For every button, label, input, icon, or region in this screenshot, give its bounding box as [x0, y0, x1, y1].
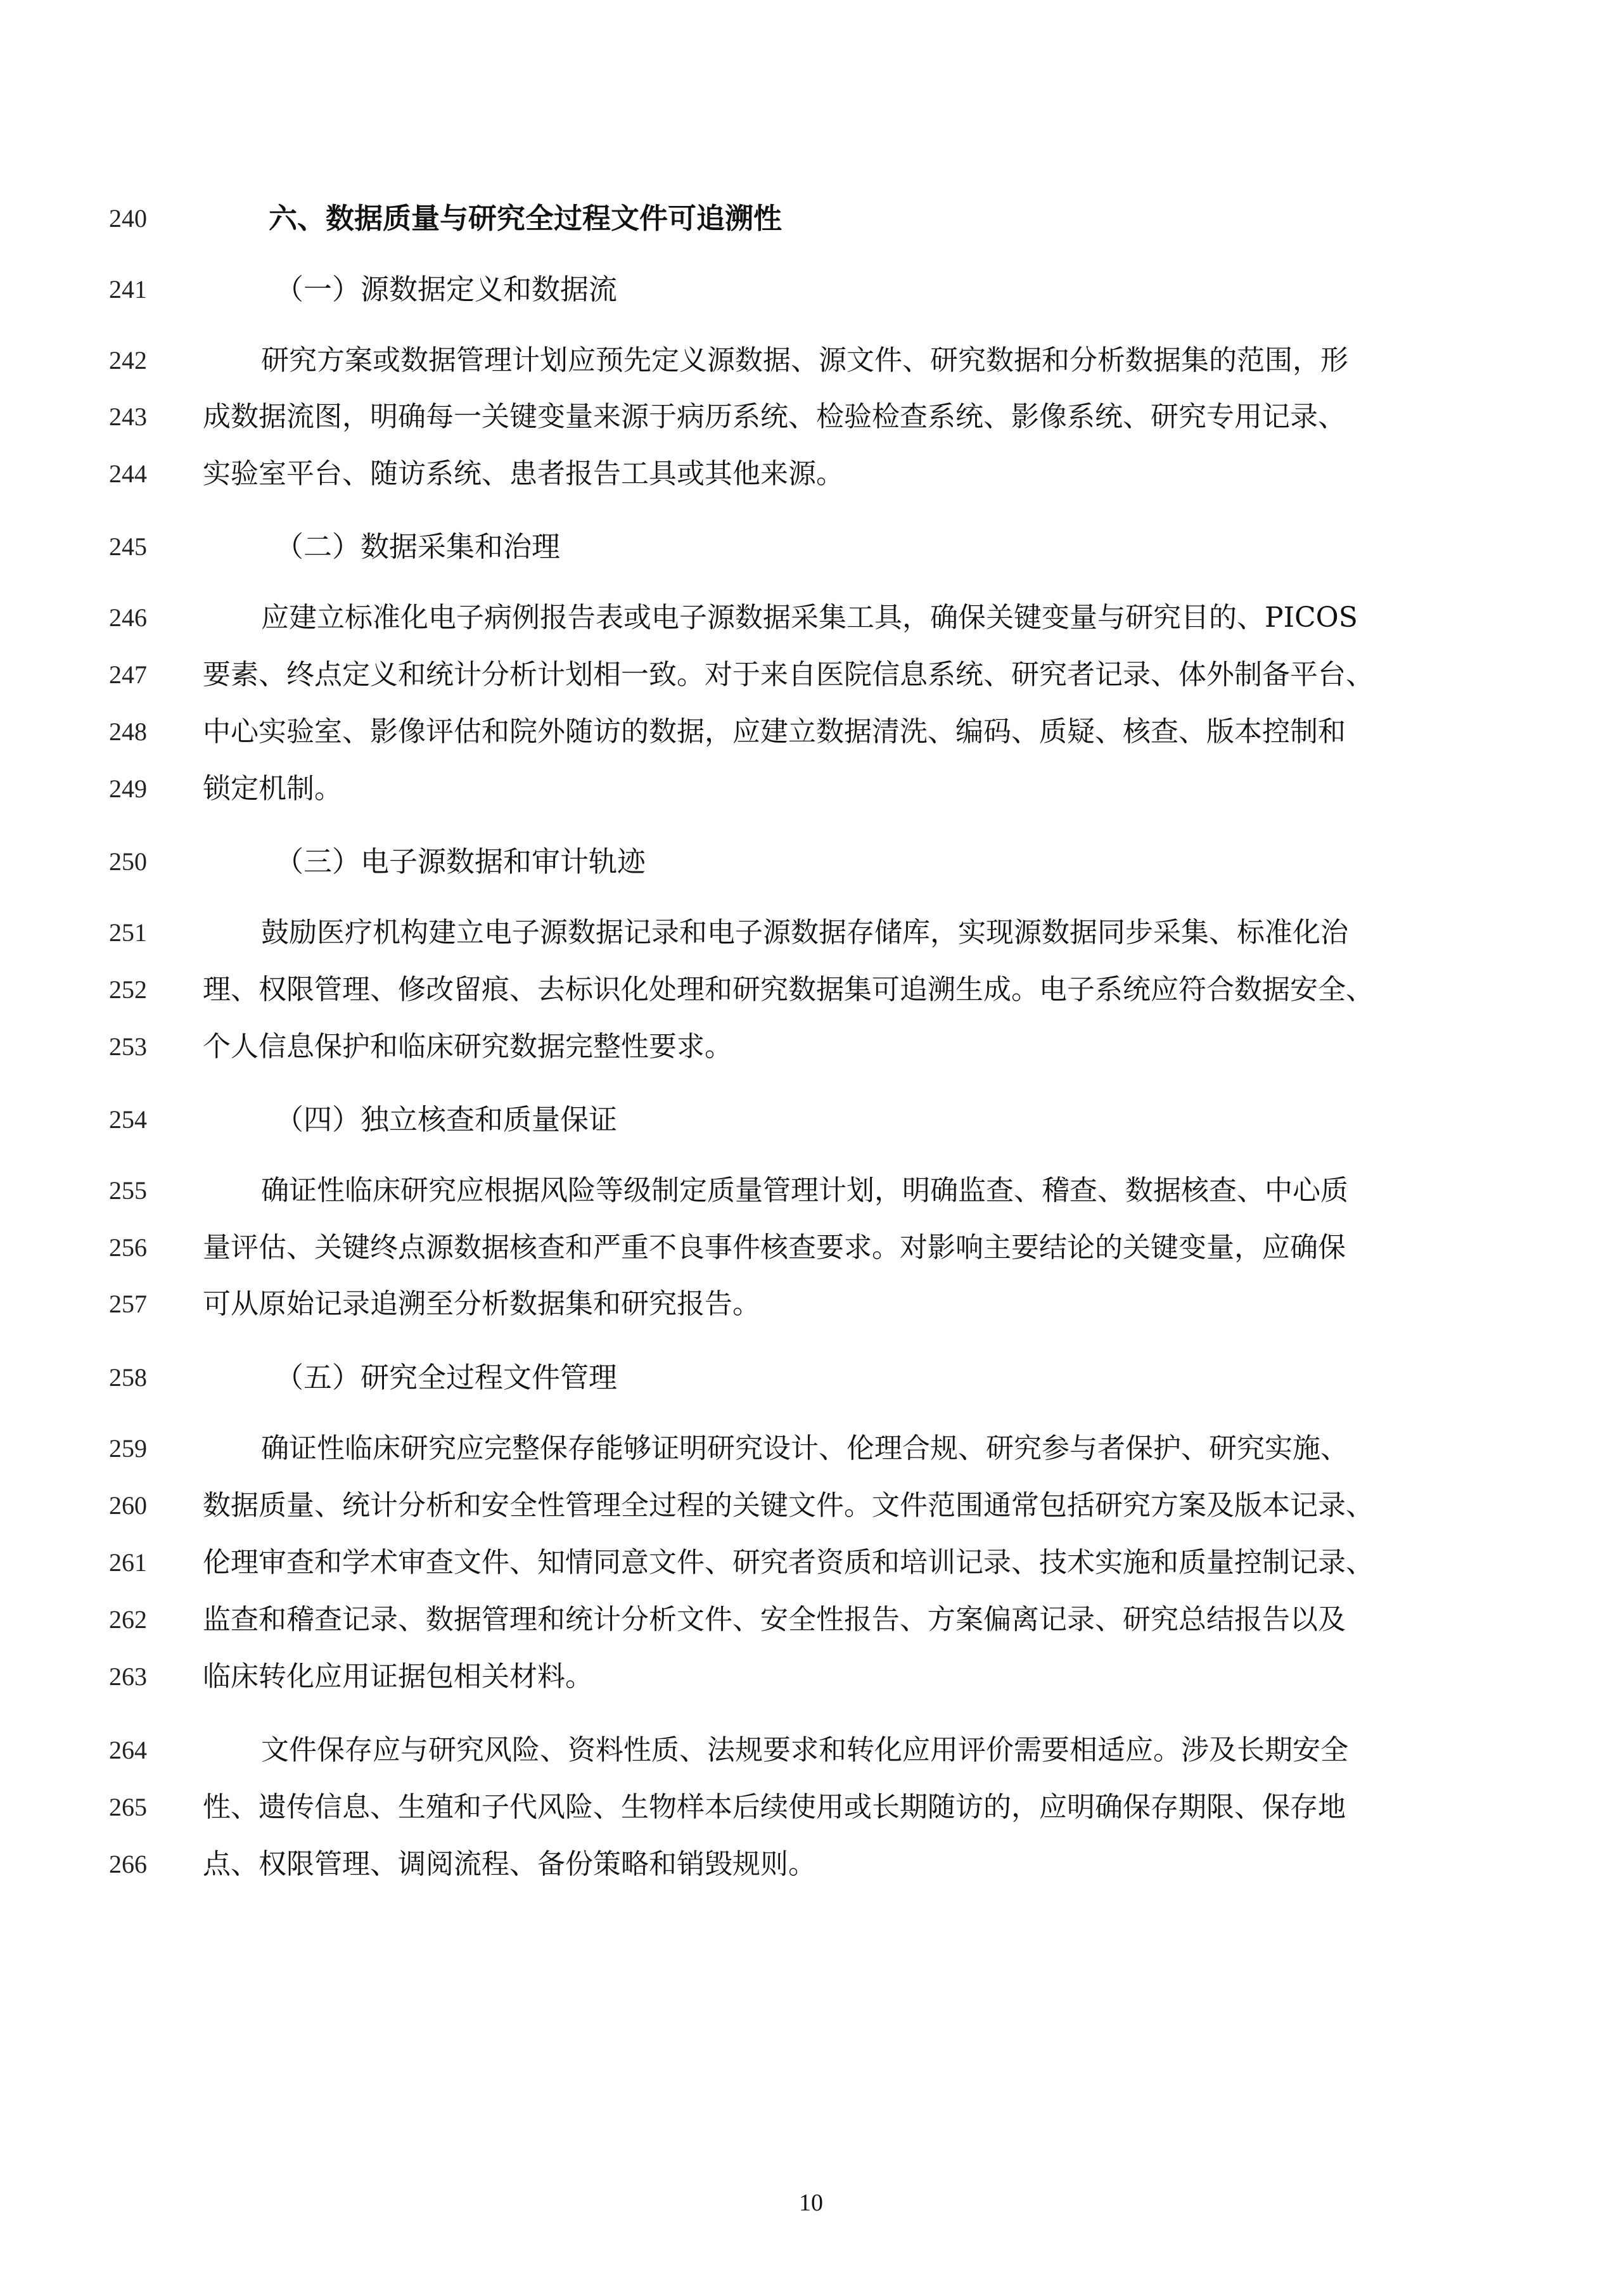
paragraph-line	[0, 1782, 1622, 1833]
paragraph-line	[0, 392, 1622, 442]
line-number: 252	[109, 975, 147, 1004]
paragraph-line	[0, 1839, 1622, 1890]
line-number: 258	[109, 1363, 147, 1392]
paragraph-text: 鼓励医疗机构建立电子源数据记录和电子源数据存储库，实现源数据同步采集、标准化治	[261, 916, 1348, 949]
paragraph-text: 监查和稽查记录、数据管理和统计分析文件、安全性报告、方案偏离记录、研究总结报告以及	[203, 1603, 1346, 1636]
line-number: 255	[109, 1176, 147, 1205]
subsection-heading-line	[0, 1352, 1622, 1403]
paragraph-text: 点、权限管理、调阅流程、备份策略和销毁规则。	[203, 1848, 816, 1880]
paragraph-text: 数据质量、统计分析和安全性管理全过程的关键文件。文件范围通常包括研究方案及版本记录、	[203, 1489, 1374, 1522]
paragraph-text: 确证性临床研究应完整保存能够证明研究设计、伦理合规、研究参与者保护、研究实施、	[261, 1432, 1348, 1465]
subsection-heading: （三）电子源数据和审计轨迹	[275, 845, 646, 878]
subsection-heading-line	[0, 1094, 1622, 1145]
paragraph-text: 中心实验室、影像评估和院外随访的数据，应建立数据清洗、编码、质疑、核查、版本控制和	[203, 715, 1346, 748]
line-number: 261	[109, 1548, 147, 1577]
line-number: 249	[109, 774, 147, 803]
paragraph-text: 确证性临床研究应根据风险等级制定质量管理计划，明确监查、稽查、数据核查、中心质	[261, 1174, 1348, 1207]
line-number: 259	[109, 1434, 147, 1463]
line-number: 256	[109, 1233, 147, 1262]
subsection-heading-line	[0, 837, 1622, 887]
line-number: 240	[109, 204, 147, 233]
line-number: 242	[109, 346, 147, 375]
line-number: 264	[109, 1736, 147, 1764]
line-number: 254	[109, 1105, 147, 1134]
line-number: 241	[109, 275, 147, 304]
line-number: 250	[109, 847, 147, 876]
line-number: 248	[109, 717, 147, 746]
paragraph-text: 临床转化应用证据包相关材料。	[203, 1660, 593, 1693]
line-number: 265	[109, 1793, 147, 1821]
paragraph-line	[0, 449, 1622, 499]
paragraph-text: 文件保存应与研究风险、资料性质、法规要求和转化应用评价需要相适应。涉及长期安全	[261, 1734, 1348, 1766]
line-number: 266	[109, 1850, 147, 1878]
paragraph-line	[0, 1165, 1622, 1216]
paragraph-text: 成数据流图，明确每一关键变量来源于病历系统、检验检查系统、影像系统、研究专用记录、	[203, 401, 1346, 433]
paragraph-line	[0, 707, 1622, 757]
paragraph-text: 要素、终点定义和统计分析计划相一致。对于来自医院信息系统、研究者记录、体外制备平台、	[203, 658, 1374, 691]
subsection-heading: （一）源数据定义和数据流	[275, 273, 618, 306]
paragraph-text: 量评估、关键终点源数据核查和严重不良事件核查要求。对影响主要结论的关键变量，应确保	[203, 1231, 1346, 1264]
paragraph-line	[0, 1279, 1622, 1330]
subsection-heading: （五）研究全过程文件管理	[275, 1361, 618, 1394]
paragraph-line	[0, 1480, 1622, 1531]
paragraph-text: 性、遗传信息、生殖和子代风险、生物样本后续使用或长期随访的，应明确保存期限、保存地	[203, 1791, 1346, 1823]
paragraph-text: 研究方案或数据管理计划应预先定义源数据、源文件、研究数据和分析数据集的范围，形	[261, 344, 1348, 376]
line-number: 253	[109, 1032, 147, 1061]
paragraph-line	[0, 764, 1622, 814]
line-number: 247	[109, 660, 147, 689]
paragraph-line	[0, 965, 1622, 1015]
line-number: 257	[109, 1290, 147, 1318]
line-number: 244	[109, 459, 147, 488]
paragraph-line	[0, 593, 1622, 643]
subsection-heading: （四）独立核查和质量保证	[275, 1103, 618, 1136]
paragraph-text: 伦理审查和学术审查文件、知情同意文件、研究者资质和培训记录、技术实施和质量控制记录、	[203, 1546, 1374, 1579]
paragraph-line	[0, 1222, 1622, 1273]
paragraph-text: 可从原始记录追溯至分析数据集和研究报告。	[203, 1288, 760, 1320]
paragraph-text: 理、权限管理、修改留痕、去标识化处理和研究数据集可追溯生成。电子系统应符合数据安全、	[203, 973, 1374, 1006]
section-heading: 六、数据质量与研究全过程文件可追溯性	[269, 202, 782, 235]
line-number: 260	[109, 1491, 147, 1520]
section-heading-line	[0, 193, 1622, 244]
line-number: 245	[109, 532, 147, 561]
paragraph-line	[0, 907, 1622, 958]
line-number: 251	[109, 918, 147, 947]
paragraph-text: 锁定机制。	[203, 773, 342, 805]
paragraph-line	[0, 335, 1622, 386]
subsection-heading-line	[0, 522, 1622, 572]
paragraph-line	[0, 1423, 1622, 1474]
paragraph-line	[0, 1022, 1622, 1072]
paragraph-line	[0, 1725, 1622, 1776]
paragraph-line	[0, 650, 1622, 700]
page-number: 10	[799, 2190, 823, 2216]
line-number: 263	[109, 1662, 147, 1691]
paragraph-line	[0, 1594, 1622, 1645]
paragraph-line	[0, 1651, 1622, 1702]
subsection-heading: （二）数据采集和治理	[275, 530, 561, 563]
paragraph-line	[0, 1537, 1622, 1588]
line-number: 262	[109, 1605, 147, 1634]
subsection-heading-line	[0, 264, 1622, 315]
line-number: 246	[109, 603, 147, 632]
paragraph-text: 实验室平台、随访系统、患者报告工具或其他来源。	[203, 458, 844, 490]
paragraph-text: 应建立标准化电子病例报告表或电子源数据采集工具，确保关键变量与研究目的、PICOS	[261, 601, 1358, 634]
paragraph-text: 个人信息保护和临床研究数据完整性要求。	[203, 1030, 732, 1063]
line-number: 243	[109, 402, 147, 431]
